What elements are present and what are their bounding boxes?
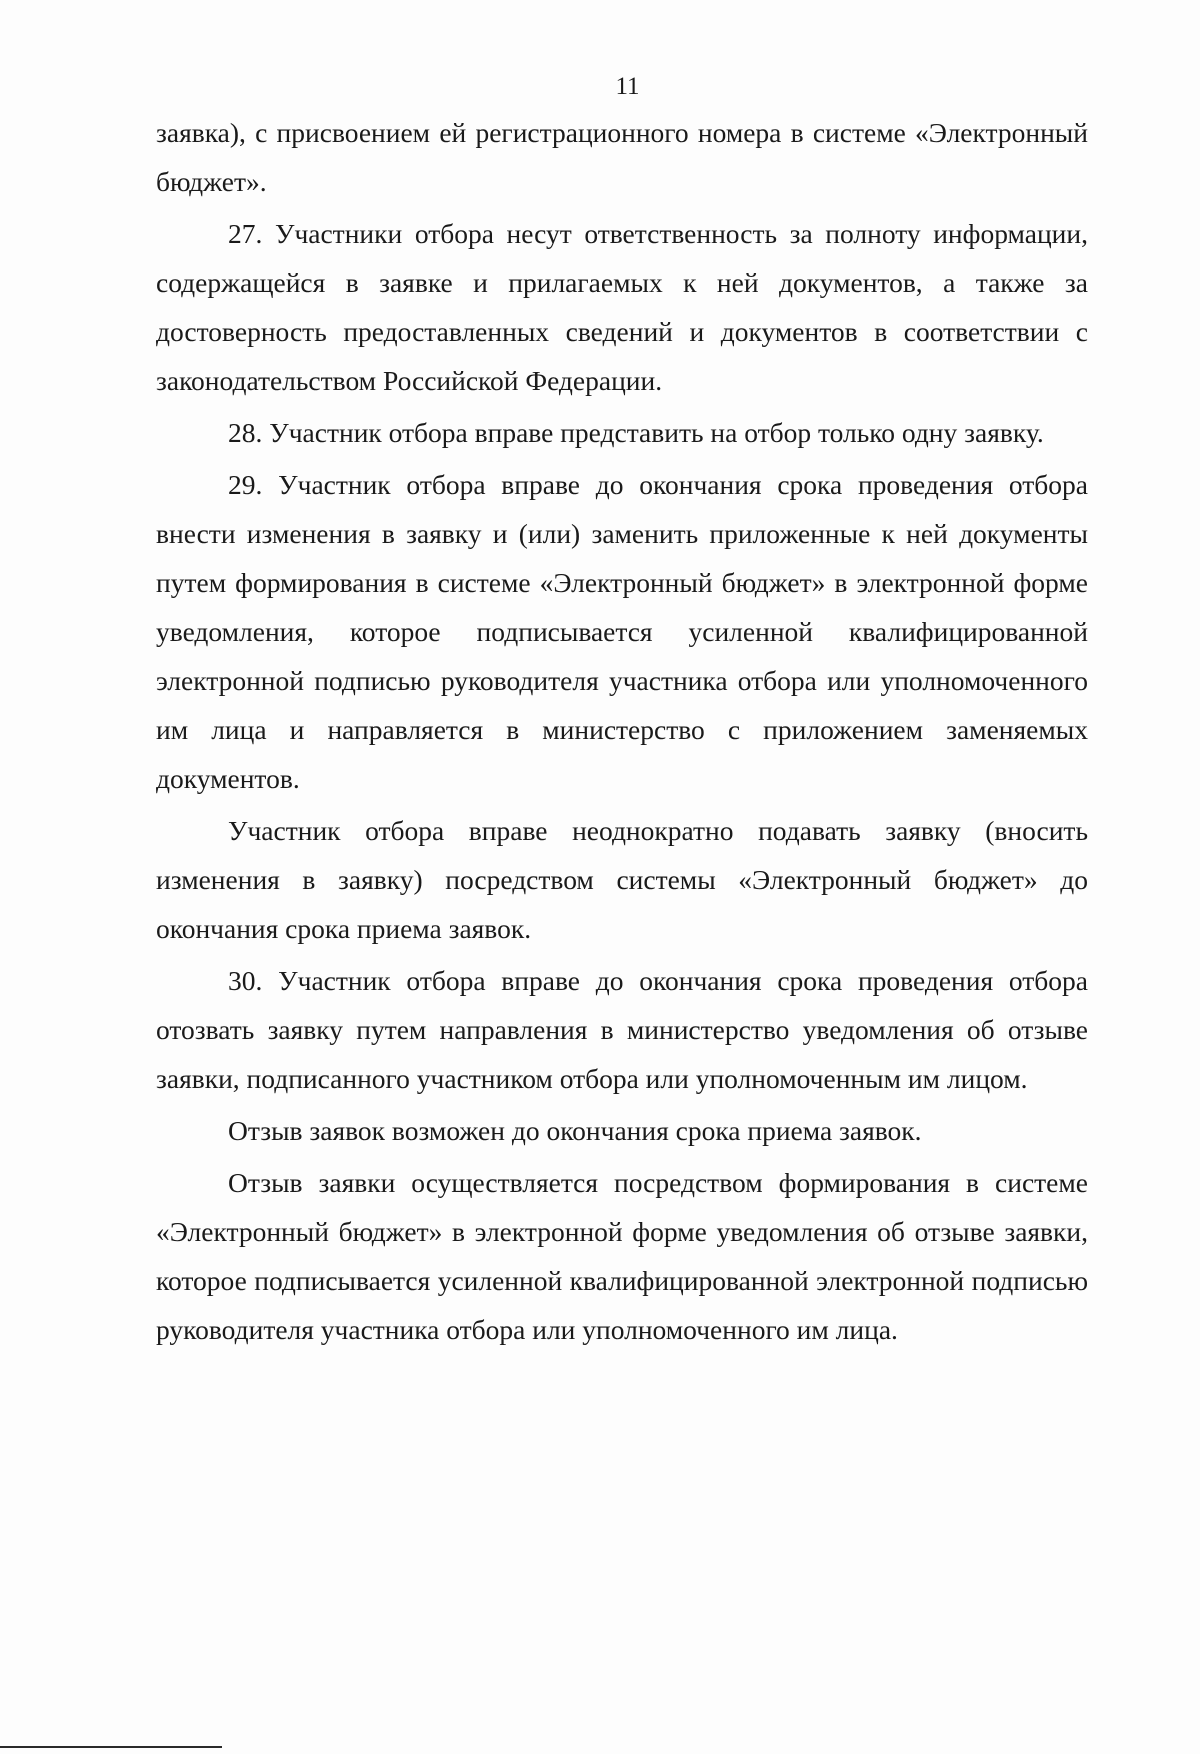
paragraph-continuation: заявка), с присвоением ей регистрационного номера в системе «Электронный бюджет». [156,117,1088,197]
scan-edge-line [0,1746,222,1748]
document-body [156,108,1088,1354]
paragraph-29: 29. Участник отбора вправе до окончания срока проведения отбора внести изменения в заявку и (или) заменить приложенные к ней документы путем формирования в системе «Электронный бюджет» в электронной форме уведомления, которое подписывается усиленной квалифицированной электронной подписью руководителя участника отбора или уполномоченного им лица и направляется в министерство с приложением заменяемых документов. [156,469,1088,794]
paragraph-30: 30. Участник отбора вправе до окончания срока проведения отбора отозвать заявку путем направления в министерство уведомления об отзыве заявки, подписанного участником отбора или уполномоченным им лицом. [156,965,1088,1094]
paragraph-27: 27. Участники отбора несут ответственность за полноту информации, содержащейся в заявке и прилагаемых к ней документов, а также за достоверность предоставленных сведений и документов в соответствии с законодательством Российской Федерации. [156,218,1088,396]
page-number: 11 [615,73,640,100]
paragraph-withdrawal-deadline: Отзыв заявок возможен до окончания срока приема заявок. [228,1115,922,1146]
paragraph-28: 28. Участник отбора вправе представить на отбор только одну заявку. [228,417,1044,448]
paragraph-withdrawal-procedure: Отзыв заявки осуществляется посредством формирования в системе «Электронный бюджет» в электронной форме уведомления об отзыве заявки, которое подписывается усиленной квалифицированной электронной подписью руководителя участника отбора или уполномоченного им лица. [156,1167,1088,1345]
paragraph-29-continued: Участник отбора вправе неоднократно подавать заявку (вносить изменения в заявку) посредством системы «Электронный бюджет» до окончания срока приема заявок. [156,815,1088,944]
